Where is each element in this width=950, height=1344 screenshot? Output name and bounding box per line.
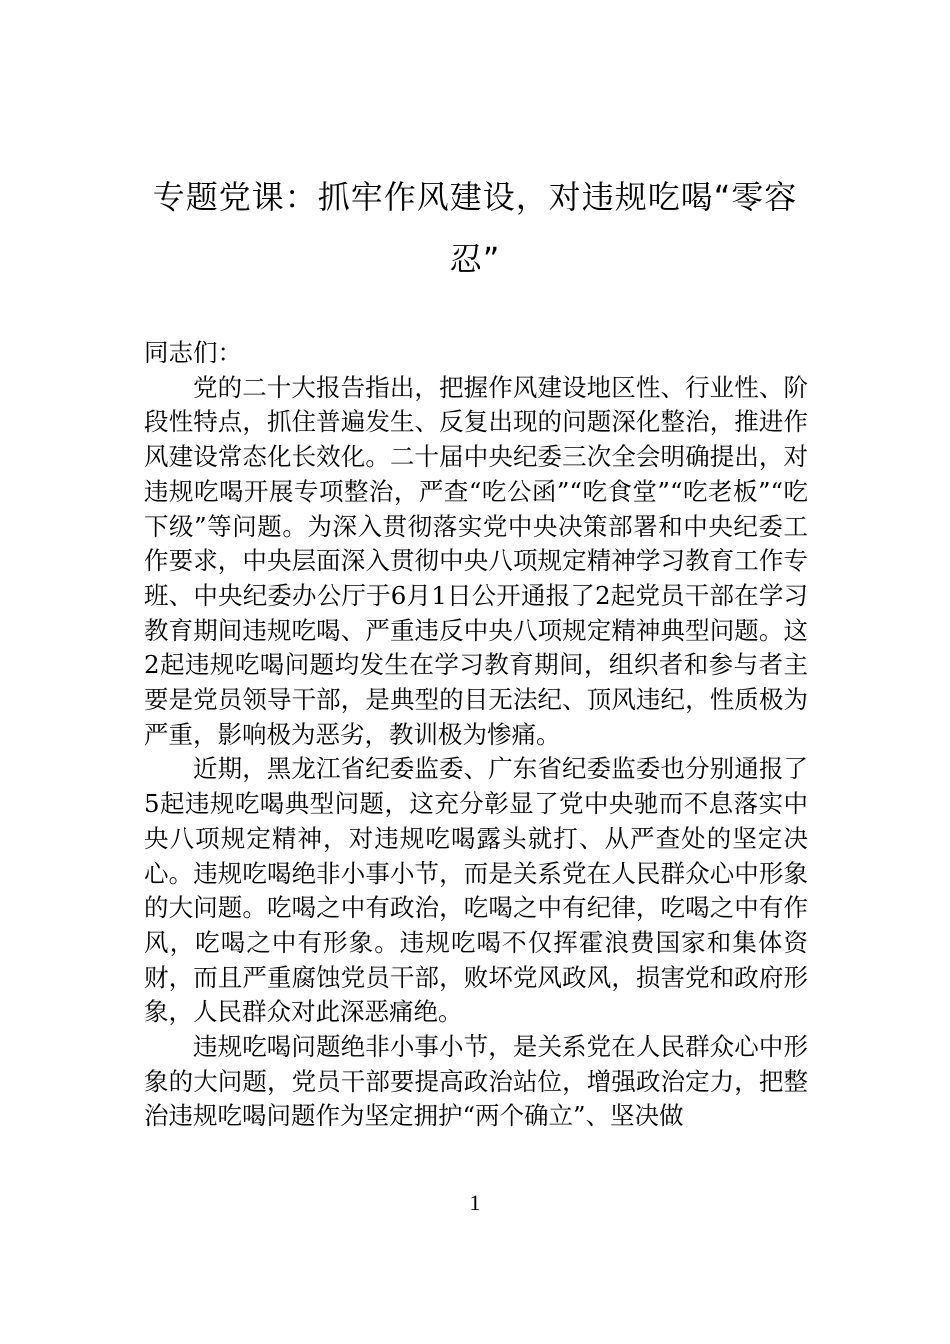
- page-number: 1: [469, 1190, 481, 1215]
- document-title: 专题党课：抓牢作风建设，对违规吃喝“零容忍”: [152, 178, 798, 278]
- paragraph: 党的二十大报告指出，把握作风建设地区性、行业性、阶段性特点，抓住普遍发生、反复出现的问题深化整治，推进作风建设常态化长效化。二十届中央纪委三次全会明确提出，对违规吃喝开展专项整治，严查“吃公函”“吃食堂”“吃老板”“吃下级”等问题。为深入贯彻落实党中央决策部署和中央纪委工作要求，中央层面深入贯彻中央八项规定精神学习教育工作专班、中央纪委办公厅于6月1日公开通报了2起党员干部在学习教育期间违规吃喝、严重违反中央八项规定精神典型问题。这2起违规吃喝问题均发生在学习教育期间，组织者和参与者主要是党员领导干部，是典型的目无法纪、顶风违纪，性质极为严重，影响极为恶劣，教训极为惨痛。: [144, 372, 808, 749]
- paragraph: 违规吃喝问题绝非小事小节，是关系党在人民群众心中形象的大问题，党员干部要提高政治站位，增强政治定力，把整治违规吃喝问题作为坚定拥护“两个确立”、坚决做: [144, 1032, 808, 1131]
- paragraph: 近期，黑龙江省纪委监委、广东省纪委监委也分别通报了5起违规吃喝典型问题，这充分彰显了党中央驰而不息落实中央八项规定精神，对违规吃喝露头就打、从严查处的坚定决心。违规吃喝绝非小事小节，而是关系党在人民群众心中形象的大问题。吃喝之中有政治，吃喝之中有纪律，吃喝之中有作风，吃喝之中有形象。违规吃喝不仅挥霍浪费国家和集体资财，而且严重腐蚀党员干部，败坏党风政风，损害党和政府形象，人民群众对此深恶痛绝。: [144, 754, 808, 1027]
- salutation: 同志们：: [144, 338, 242, 367]
- document-body: [144, 336, 808, 1134]
